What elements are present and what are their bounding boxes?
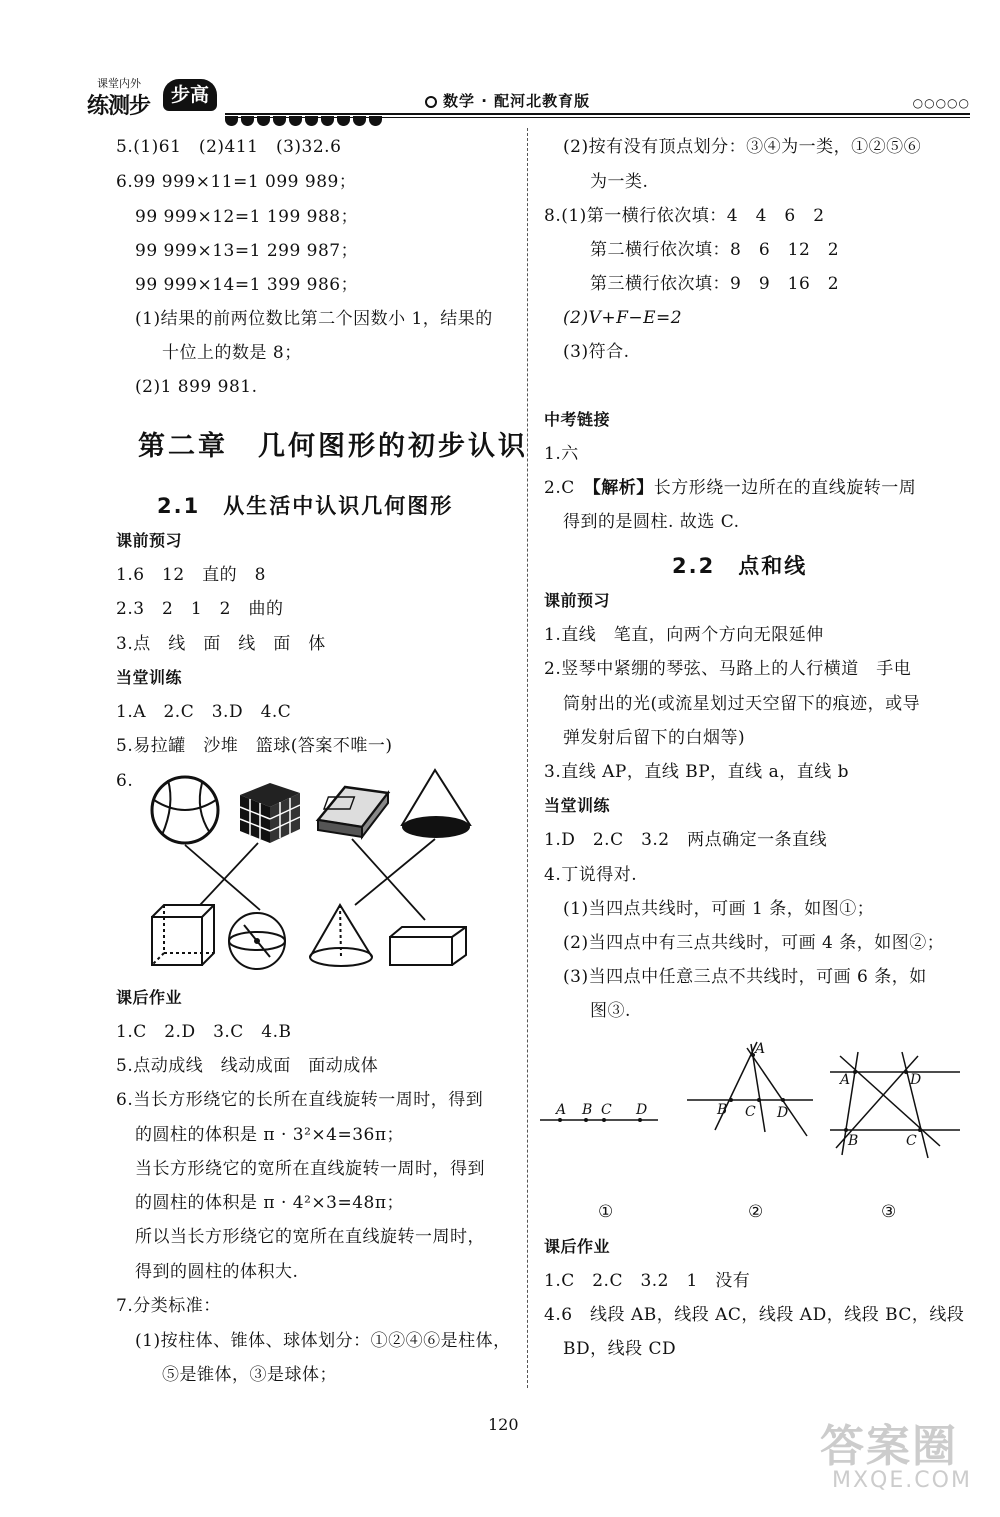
cuboid-icon bbox=[390, 927, 466, 965]
rubiks-cube-icon bbox=[240, 783, 300, 843]
point-label: C bbox=[601, 1102, 612, 1118]
watermark-url: MXQE.COM bbox=[832, 1468, 972, 1493]
analysis-tag: 【解析】 bbox=[592, 478, 654, 498]
answer-line: 得到的圆柱的体积大. bbox=[135, 1262, 299, 1282]
subsection-heading: 课前预习 bbox=[116, 531, 183, 550]
point-label: C bbox=[745, 1104, 756, 1120]
figure-collinear-points bbox=[540, 1090, 660, 1130]
answer-line: (3)当四点中任意三点不共线时，可画 6 条，如 bbox=[563, 967, 927, 987]
answer-line: (2)当四点中有三点共线时，可画 4 条，如图②； bbox=[563, 933, 945, 953]
brand-badge: 步高 bbox=[163, 79, 217, 111]
answer-line: 得到的是圆柱. 故选 C. bbox=[563, 512, 740, 532]
cone-outline-icon bbox=[310, 905, 372, 966]
column-divider bbox=[527, 128, 528, 1388]
answer-line: (2)按有没有顶点划分：③④为一类，①②⑤⑥ bbox=[563, 137, 922, 157]
header-rule bbox=[225, 113, 970, 115]
answer-line: 7.分类标准： bbox=[116, 1296, 221, 1316]
point-label: D bbox=[777, 1105, 789, 1121]
answer-line: 弹发射后留下的白烟等) bbox=[563, 728, 746, 748]
answer-line: 当长方形绕它的宽所在直线旋转一周时，得到 bbox=[135, 1159, 485, 1179]
answer-line: 为一类. bbox=[590, 172, 649, 192]
answer-line: 5.点动成线 线动成面 面动成体 bbox=[116, 1056, 379, 1076]
point-label: A bbox=[840, 1072, 851, 1088]
answer-line: 1.C 2.D 3.C 4.B bbox=[116, 1022, 292, 1042]
sphere-icon bbox=[229, 913, 285, 969]
answer-line: 99 999×12=1 199 988； bbox=[135, 207, 359, 227]
header-title: 数学 · 配河北教育版 bbox=[425, 90, 590, 111]
brand-subtitle: 课堂内外 bbox=[97, 77, 141, 90]
subsection-heading: 课后作业 bbox=[116, 988, 183, 1007]
answer-line: 2.C 【解析】长方形绕一边所在的直线旋转一周 bbox=[544, 478, 917, 498]
answer-line: (3)符合. bbox=[563, 342, 630, 362]
answer-line: 的圆柱的体积是 π · 4²×3=48π； bbox=[135, 1193, 405, 1213]
answer-line: 第二横行依次填：8 6 12 2 bbox=[590, 240, 840, 260]
subsection-heading: 当堂训练 bbox=[544, 796, 611, 815]
figure-caption: ① bbox=[598, 1202, 614, 1222]
circle-icon bbox=[425, 96, 437, 108]
answer-line: 6. bbox=[116, 771, 134, 791]
section-title: 2.1 从生活中认识几何图形 bbox=[157, 494, 454, 518]
answer-line: 6.99 999×11=1 099 989； bbox=[116, 172, 357, 192]
answer-line: ⑤是锥体，③是球体； bbox=[162, 1365, 337, 1385]
answer-line: BD，线段 CD bbox=[563, 1339, 677, 1359]
answer-line: (1)按柱体、锥体、球体划分：①②④⑥是柱体， bbox=[135, 1331, 511, 1351]
point-label: A bbox=[755, 1041, 766, 1057]
answer-line: (1)当四点共线时，可画 1 条，如图①； bbox=[563, 899, 875, 919]
answer-line: 5.易拉罐 沙堆 篮球(答案不唯一) bbox=[116, 736, 393, 756]
subsection-heading: 课后作业 bbox=[544, 1237, 611, 1256]
answer-line: 4.丁说得对. bbox=[544, 865, 638, 885]
cone-icon bbox=[402, 770, 470, 838]
answer-line: 1.C 2.C 3.2 1 没有 bbox=[544, 1271, 751, 1291]
answer-line: 4.6 线段 AB，线段 AC，线段 AD，线段 BC，线段 bbox=[544, 1305, 965, 1325]
header-dots: ○○○○○ bbox=[912, 96, 970, 110]
match-line bbox=[200, 843, 258, 905]
answer-line: 图③. bbox=[590, 1001, 631, 1021]
answer-line: 1.D 2.C 3.2 两点确定一条直线 bbox=[544, 830, 828, 850]
point-label: A bbox=[556, 1102, 567, 1118]
answer-line: 1.六 bbox=[544, 444, 579, 464]
figure-three-collinear bbox=[685, 1040, 815, 1140]
section-title: 2.2 点和线 bbox=[672, 554, 808, 578]
answer-line: 3.点 线 面 线 面 体 bbox=[116, 634, 326, 654]
point-label: B bbox=[582, 1102, 593, 1118]
answer-line: 2.3 2 1 2 曲的 bbox=[116, 599, 284, 619]
page-number: 120 bbox=[488, 1415, 519, 1434]
cube-icon bbox=[152, 905, 214, 965]
subsection-heading: 当堂训练 bbox=[116, 668, 183, 687]
answer-line: 第三横行依次填：9 9 16 2 bbox=[590, 274, 840, 294]
answer-line: (2)V+F−E=2 bbox=[563, 308, 683, 328]
book-icon bbox=[318, 787, 388, 837]
match-line bbox=[355, 839, 435, 905]
answer-line: 99 999×14=1 399 986； bbox=[135, 275, 359, 295]
answer-line: 所以当长方形绕它的宽所在直线旋转一周时， bbox=[135, 1227, 485, 1247]
page-header bbox=[85, 75, 970, 125]
answer-line: 1.6 12 直的 8 bbox=[116, 565, 266, 585]
point-label: C bbox=[906, 1133, 917, 1149]
answer-line: (2)1 899 981. bbox=[135, 377, 258, 397]
answer-line: 1.A 2.C 3.D 4.C bbox=[116, 702, 292, 722]
match-line bbox=[352, 839, 425, 920]
brand-name: 练测步 bbox=[87, 94, 151, 119]
point-label: B bbox=[717, 1102, 728, 1118]
answer-line: 6.当长方形绕它的长所在直线旋转一周时，得到 bbox=[116, 1090, 484, 1110]
answer-line: 3.直线 AP，直线 BP，直线 a，直线 b bbox=[544, 762, 849, 782]
answer-line: 筒射出的光(或流星划过天空留下的痕迹，或导 bbox=[563, 694, 921, 714]
header-rule-thin bbox=[225, 117, 970, 118]
answer-line: 8.(1)第一横行依次填：4 4 6 2 bbox=[544, 206, 825, 226]
chapter-title: 第二章 几何图形的初步认识 bbox=[138, 431, 528, 462]
point-label: D bbox=[636, 1102, 648, 1118]
match-line bbox=[185, 845, 260, 910]
answer-line: 99 999×13=1 299 987； bbox=[135, 241, 359, 261]
answer-line: 十位上的数是 8； bbox=[162, 343, 302, 363]
answer-line: (1)结果的前两位数比第二个因数小 1，结果的 bbox=[135, 309, 493, 329]
point-label: D bbox=[910, 1072, 922, 1088]
subsection-heading: 课前预习 bbox=[544, 591, 611, 610]
answer-line: 5.(1)61 (2)411 (3)32.6 bbox=[116, 137, 342, 157]
basketball-icon bbox=[152, 777, 218, 843]
answer-line: 1.直线 笔直，向两个方向无限延伸 bbox=[544, 625, 824, 645]
watermark-logo: 答案圈 bbox=[820, 1421, 958, 1472]
figure-caption: ② bbox=[748, 1202, 764, 1222]
subsection-heading: 中考链接 bbox=[544, 410, 611, 429]
figure-no-three-collinear bbox=[830, 1050, 965, 1160]
answer-line: 2.竖琴中紧绷的琴弦、马路上的人行横道 手电 bbox=[544, 659, 912, 679]
point-label: B bbox=[848, 1133, 859, 1149]
answer-line: 的圆柱的体积是 π · 3²×4=36π； bbox=[135, 1125, 405, 1145]
figure-caption: ③ bbox=[881, 1202, 897, 1222]
shape-matching-figure bbox=[140, 765, 500, 975]
